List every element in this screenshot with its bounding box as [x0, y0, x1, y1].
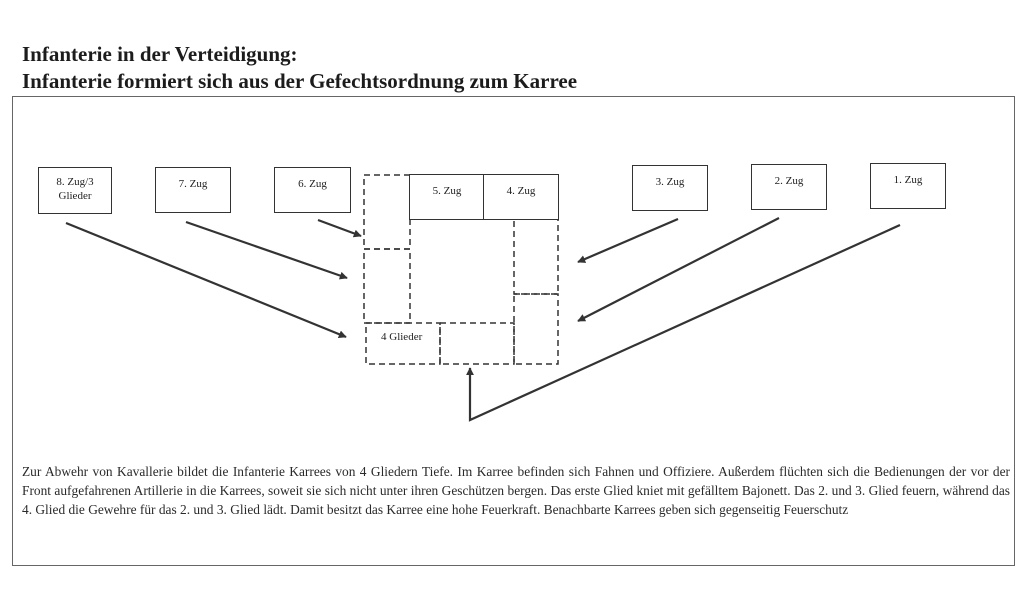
unit-4-zug-label: 4. Zug [506, 185, 536, 197]
unit-6-zug [274, 167, 351, 213]
unit-3-zug-label: 3. Zug [655, 176, 685, 188]
unit-4-zug [483, 174, 559, 220]
unit-5-zug-label: 5. Zug [432, 185, 462, 197]
caption-text: Zur Abwehr von Kavallerie bildet die Infanterie Karrees von 4 Gliedern Tiefe. Im Karree befinden sich Fahnen und Offiziere. Außerdem flüchten sich die Bedienungen der vor der Front aufgefahrenen Artillerie in die Karrees, soweit sie sich nicht unter ihren Geschützen bergen. Das erste Glied kniet mit gefälltem Bajonett. Das 2. und 3. Glied feuern, während das 4. Glied die Gewehre für das 2. und 3. Glied lädt. Damit besitzt das Karree eine hohe Feuerkraft. Benachbarte Karrees geben sich gegenseitig Feuerschutz [22, 464, 1010, 517]
karree-block-right-upper [514, 219, 558, 294]
unit-3-zug [632, 165, 708, 211]
karree-block-bottom-left [366, 323, 440, 364]
square-depth-label: 4 Glieder [381, 331, 423, 343]
karree-block-right-lower [514, 294, 558, 364]
unit-1-zug-label: 1. Zug [893, 174, 923, 186]
unit-8-zug-label: 8. Zug/3 [56, 176, 94, 188]
unit-8-zug-sublabel: Glieder [58, 189, 92, 202]
arrow-1-zug [470, 225, 900, 420]
unit-2-zug [751, 164, 827, 210]
arrow-3-zug [578, 219, 678, 262]
arrow-8-zug [66, 223, 346, 337]
title-line-2: Infanterie formiert sich aus der Gefechtsordnung zum Karree [22, 69, 578, 93]
arrow-2-zug [578, 218, 779, 321]
unit-5-zug [409, 174, 485, 220]
unit-1-zug [870, 163, 946, 209]
arrow-6-zug [318, 220, 361, 236]
arrow-7-zug [186, 222, 347, 278]
unit-7-zug-label: 7. Zug [178, 178, 208, 190]
unit-7-zug [155, 167, 231, 213]
unit-8-zug [38, 167, 112, 214]
karree-block-bottom-middle [440, 323, 514, 364]
unit-6-zug-label: 6. Zug [298, 178, 327, 190]
title-line-1: Infanterie in der Verteidigung: [22, 42, 298, 66]
karree-block-left-upper [364, 175, 410, 249]
unit-2-zug-label: 2. Zug [774, 175, 804, 187]
karree-block-left-lower [364, 249, 410, 323]
